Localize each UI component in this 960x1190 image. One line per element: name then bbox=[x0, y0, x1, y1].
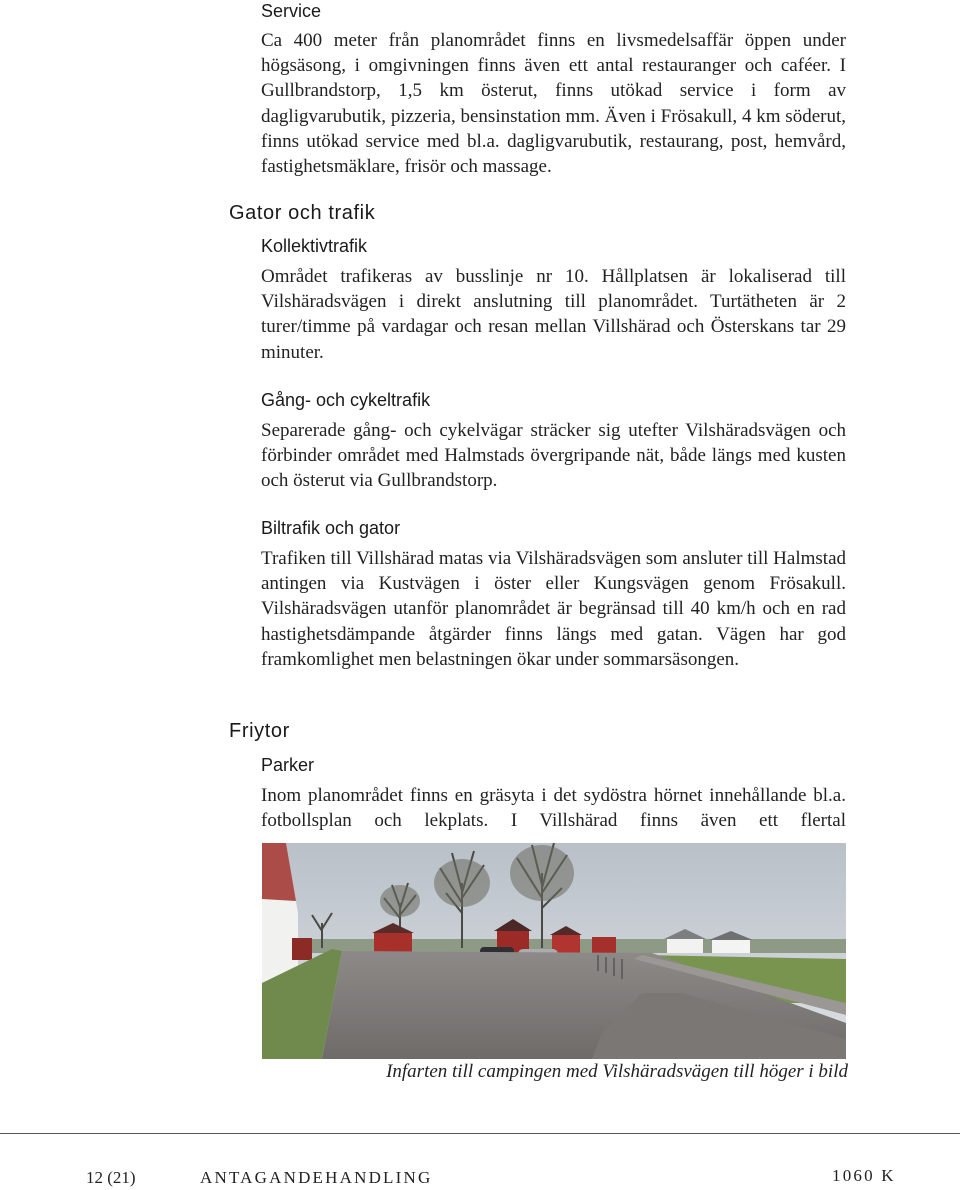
gator-heading: Gator och trafik bbox=[229, 202, 376, 224]
footer-divider bbox=[0, 1133, 960, 1134]
photo-caption: Infarten till campingen med Vilshäradsvägen till höger i bild bbox=[386, 1061, 848, 1082]
bil-paragraph: Trafiken till Villshärad matas via Vilshäradsvägen som ansluter till Halmstad antingen via Kustvägen i öster eller Kungsvägen genom Frösakull. Vilshäradsvägen utanför planområdet är begränsad till 40 km/h och en rad hastighetsdämpande åtgärder finns längs med gatan. Vägen har god framkomlighet men belastningen ökar under sommarsäsongen. bbox=[261, 548, 846, 670]
service-paragraph: Ca 400 meter från planområdet finns en livsmedelsaffär öppen under högsäsong, i omgivningen finns även ett antal restauranger och caféer. I Gullbrandstorp, 1,5 km österut, finns utökad service i form av dagligvarubutik, pizzeria, bensinstation mm. Även i Frösakull, 4 km söderut, finns utökad service med bl.a. dagligvarubutik, restaurang, post, hemvård, fastighetsmäklare, frisör och massage. bbox=[261, 30, 846, 178]
service-heading: Service bbox=[261, 1, 322, 21]
friytor-heading: Friytor bbox=[229, 720, 290, 742]
document-type: ANTAGANDEHANDLING bbox=[200, 1168, 433, 1187]
bil-heading: Biltrafik och gator bbox=[261, 518, 401, 538]
campsite-entrance-photo bbox=[262, 843, 846, 1059]
parker-paragraph: Inom planområdet finns en gräsyta i det sydöstra hörnet innehållande bl.a. fotbollsplan och lekplats. I Villshärad finns även ett flertal bbox=[261, 785, 846, 832]
page-number: 12 (21) bbox=[86, 1168, 136, 1187]
kollektiv-paragraph: Området trafikeras av busslinje nr 10. Hållplatsen är lokaliserad till Vilshäradsvägen i direkt anslutning till planområdet. Turtätheten är 2 turer/timme på vardagar och resan mellan Villshärad och Österskans tar 29 minuter. bbox=[261, 266, 846, 363]
kollektiv-heading: Kollektivtrafik bbox=[261, 236, 368, 256]
parker-heading: Parker bbox=[261, 755, 315, 775]
gang-paragraph: Separerade gång- och cykelvägar sträcker sig utefter Vilshäradsvägen och förbinder området med Halmstads övergripande nät, både längs med kusten och österut via Gullbrandstorp. bbox=[261, 420, 846, 492]
gang-heading: Gång- och cykeltrafik bbox=[261, 390, 431, 410]
document-id: 1060 K bbox=[832, 1166, 896, 1185]
